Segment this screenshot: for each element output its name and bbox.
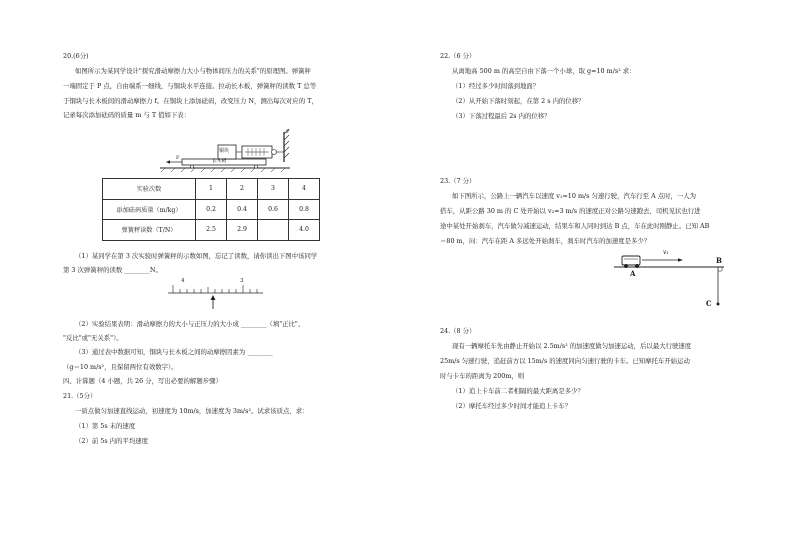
- table-cell: 0.4: [227, 199, 258, 220]
- table-cell: 2.5: [196, 220, 227, 241]
- q23-line-3: 途中某处开始刹车，汽车做匀减速运动，结果车和人同时到达 B 点，车在此时刚静止。已知 AB: [440, 222, 710, 230]
- section-four-heading: 四、计算题（4 小题，共 26 分，写出必要的解题步骤）: [63, 377, 222, 385]
- q20-line-4: 记录每次添加砝码的质量 m 与 T 值如下表：: [63, 111, 191, 119]
- q21-line-1: 一质点做匀加速直线运动，初速度为 10m/s，加速度为 3m/s²。试求该质点，求：: [75, 407, 309, 415]
- table-cell: 2.9: [227, 220, 258, 241]
- table-cell: 添加砝码质量（m/kg）: [103, 199, 196, 220]
- q24-line-5: （2）摩托车经过多少时间才能追上卡车？: [452, 402, 572, 410]
- q23-header: 23.（7 分）: [440, 177, 476, 185]
- table-row: [103, 179, 320, 200]
- q24-line-4: （1）追上卡车前二者相隔的最大距离是多少？: [452, 387, 584, 395]
- q22-line-1: 从离地高 500 m 的高空自由下落一个小球，取 g=10 m/s² 求：: [452, 67, 636, 75]
- q22-line-2: （1）经过多少时间落到地面？: [452, 82, 540, 90]
- q20-header: 20.(6分): [63, 52, 89, 60]
- label-v1: v₁: [663, 249, 669, 256]
- label-b: B: [716, 256, 722, 265]
- table-cell: 4: [289, 179, 320, 200]
- table-row: [103, 220, 320, 241]
- table-cell: 4.0: [289, 220, 320, 241]
- q24-line-3: 时与卡车的距离为 200m，则: [440, 372, 525, 380]
- table-cell: 0.2: [196, 199, 227, 220]
- label-c: C: [706, 299, 712, 308]
- q20-line-1: 如图所示为某同学设计"探究滑动摩擦力大小与物体间压力的关系"的原理图。弹簧秤: [75, 67, 311, 75]
- q23-line-2: 搭车，从距公路 30 m 的 C 处开始以 v₂=3 m/s 的速度正对公路匀速跑去，司机见状也行进: [440, 207, 701, 215]
- q24-line-2: 25m/s 匀速行驶，追赶前方以 15m/s 的速度同向匀速行驶的卡车。已知摩托车开始运动: [440, 357, 690, 365]
- q20-line-3: 于铜块与长木板间的滑动摩擦力 f。在铜块上添加砝码，改变压力 N，测出每次对应的 T，: [63, 97, 318, 105]
- table-cell: 0.6: [258, 199, 289, 220]
- table-cell: 0.8: [289, 199, 320, 220]
- p-label: P: [286, 129, 290, 135]
- label-a: A: [630, 269, 636, 278]
- table-cell: 2: [227, 179, 258, 200]
- q22-line-3: （2）从开始下落时刻起，在第 2 s 内的位移？: [452, 97, 585, 105]
- road-figure: [614, 248, 744, 308]
- q23-line-4: ＝80 m，问：汽车在距 A 多远处开始刹车，刹车时汽车的加速度是多少？: [440, 237, 651, 245]
- q21-header: 21.（5分）: [63, 392, 97, 400]
- q20-line-2: 一端固定于 P 点，自由端系一细线，与铜块水平连接。拉动长木板，弹簧秤的读数 T 总等: [63, 82, 317, 90]
- board-label: 长木板: [212, 159, 227, 164]
- q20-sub1-line-1: （1）某同学在第 3 次实验时弹簧秤的示数如图，忘记了读数，请你读出下图中该同学: [75, 252, 318, 260]
- q20-sub3-line-2: （g＝10 m/s²，且保留两位有效数字）。: [63, 363, 178, 371]
- q21-line-3: （2）前 5s 内的平均速度: [75, 437, 148, 445]
- q21-line-2: （1）第 5s 末的速度: [75, 422, 136, 430]
- table-row: [103, 199, 320, 220]
- q24-line-1: 现有一辆摩托车先由静止开始以 2.5m/s² 的加速度做匀加速运动，后以最大行驶速度: [452, 342, 692, 350]
- data-table: [102, 178, 320, 241]
- force-label: F: [176, 155, 180, 161]
- q20-sub2-line-2: "反比"或"无关系"）。: [63, 334, 123, 342]
- q22-header: 22.（6 分）: [440, 52, 476, 60]
- block-label: 铜块: [219, 148, 230, 154]
- table-cell: 弹簧秤读数（T/N）: [103, 220, 196, 241]
- table-cell: [258, 220, 289, 241]
- scale-label-right: 3: [240, 278, 244, 284]
- q22-line-4: （3）下落过程最后 2s 内的位移？: [452, 112, 551, 120]
- q24-header: 24.（8 分）: [440, 327, 476, 335]
- table-cell: 1: [196, 179, 227, 200]
- q20-sub3-line-1: （3）通过表中数据可知，铜块与长木板之间的动摩擦因素为 ________: [75, 348, 273, 356]
- scale-label-left: 4: [181, 278, 185, 284]
- q20-sub1-line-2: 第 3 次弹簧秤的读数 ________N。: [63, 266, 162, 274]
- q23-line-1: 如下图所示，公路上一辆汽车以速度 v₁=10 m/s 匀速行驶，汽车行至 A 点时，一人为: [452, 192, 697, 200]
- table-cell: 实验次数: [103, 179, 196, 200]
- scale-reading-figure: [168, 283, 268, 311]
- table-cell: 3: [258, 179, 289, 200]
- q20-sub2-line-1: （2）实验结果表明：滑动摩擦力的大小与正压力的大小成 ________（填"正比"、: [75, 320, 305, 328]
